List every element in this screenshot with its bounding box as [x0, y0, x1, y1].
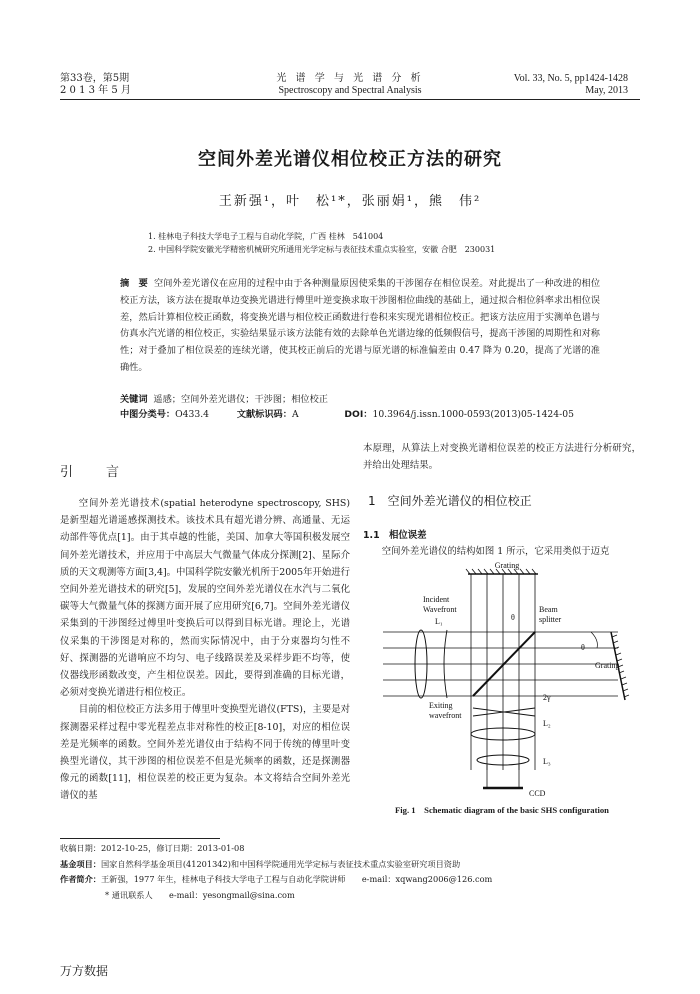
label-two-gamma: 2γ: [543, 693, 551, 702]
incident-beam: [383, 574, 618, 770]
bio-label: 作者简介：: [60, 874, 101, 885]
intro-paragraph-2: 目前的相位校正方法多用于傅里叶变换型光谱仪(FTS)，主要是对探测器采样过程中零光程差点非对称性的校正[8-10]，对应的相位误差是光频率的函数。空间外差光谱仪由于结构不同于传统的傅里叶变换型光谱仪，其干涉图的相位误差不但是光频率的函数，还是探测器像元的函数[11]，相位误差的校正更为复杂。本文将结合空间外差光谱仪的基: [60, 704, 350, 802]
abstract: [120, 276, 600, 377]
issue-line: 第33卷，第5期: [60, 73, 130, 84]
doi-label: DOI：: [344, 409, 373, 420]
abstract-text: 空间外差光谱仪在应用的过程中由于各种测量原因使采集的干涉图存在相位误差。对此提出了一种改进的相位校正方法，该方法在提取单边变换光谱进行傅里叶逆变换求取干涉图相位曲线的基础上，通过拟合相位斜率求出相位误差，然后计算相位校正函数，将变换光谱与相位校正函数进行卷积来实现光谱相位校正。把该方法应用于实测单色谱与仿真水汽光谱的相位校正，实验结果显示该方法能有效的去除单色光谱边缘的低频假信号，提高干涉图的周期性和对称性；对于叠加了相位误差的连续光谱，使其校正前后的光谱与原光谱的标准偏差由 0.47 降为 0.20，提高了光谱的准确性。: [120, 278, 601, 373]
figure-caption: Fig. 1 Schematic diagram of the basic SHS configuration: [395, 805, 609, 815]
intro-continuation: 本原理，从算法上对变换光谱相位误差的校正方法进行分析研究，并给出处理结果。: [363, 443, 641, 472]
keywords-text: 遥感；空间外差光谱仪；干涉图；相位校正: [153, 394, 328, 405]
bio-text: 王新强，1977 年生，桂林电子科技大学电子工程与自动化学院讲师 e-mail：xqwang2006@126.com: [100, 874, 493, 885]
label-exiting-wavefront: wavefront: [429, 711, 462, 720]
label-theta-small: θ: [511, 613, 515, 622]
footnotes: [60, 841, 640, 903]
fund-text: 国家自然科学基金项目(41201342)和中国科学院通用光学定标与表征技术重点实验室研究项目资助: [100, 858, 461, 869]
label-splitter: splitter: [539, 615, 562, 624]
section-1-heading: 1 空间外差光谱仪的相位校正: [368, 494, 532, 508]
label-wavefront: Wavefront: [423, 605, 457, 614]
label-grating-top: Grating: [494, 561, 520, 570]
label-grating-right: Grating: [595, 661, 620, 670]
shs-schematic-figure: [363, 560, 641, 800]
volume-info: [514, 73, 628, 97]
clc-value: O433.4: [175, 409, 209, 420]
abstract-label: 摘 要: [120, 278, 148, 289]
journal-name-cn: 光 谱 学 与 光 谱 分 析: [276, 73, 424, 84]
footnote-rule: [60, 838, 220, 839]
author-list: 王新强¹，叶 松¹*，张丽娟¹，熊 伟²: [218, 194, 482, 209]
subsection-1-1-heading: 1.1 相位误差: [363, 530, 427, 541]
keywords: [120, 393, 600, 407]
label-l3: L₃: [543, 757, 551, 766]
corresponding-author: * 通讯联系人 e-mail：yesongmail@sina.com: [105, 889, 295, 900]
label-beam: Beam: [539, 605, 558, 614]
affiliation-2: 2. 中国科学院安徽光学精密机械研究所通用光学定标与表征技术重点实验室，安徽 合肥 230031: [148, 245, 496, 254]
theta-arc: [591, 632, 597, 648]
paper-title: 空间外差光谱仪相位校正方法的研究: [198, 149, 502, 170]
label-l1: L₁: [435, 617, 443, 626]
section-1-paragraph: 空间外差光谱仪的结构如图 1 所示，它采用类似于迈克: [381, 546, 610, 557]
doc-code-value: A: [291, 409, 299, 420]
label-exiting: Exiting: [429, 701, 453, 710]
volume-line: Vol. 33, No. 5, pp1424-1428: [513, 73, 628, 84]
keywords-label: 关键词: [120, 394, 148, 405]
label-l2: L₂: [543, 719, 551, 728]
intro-paragraph-1: 空间外差光谱技术(spatial heterodyne spectroscopy, SHS)是新型超光谱遥感探测技术。该技术具有超光谱分辨、高通量、无运动部件等优点[1]。由于其卓越的性能，美国、加拿大等国积极发展空间外差光谱技术，并应用于中高层大气微量气体成分探测[2]、星际介质的天文观测等方面[3,4]。中国科学院安徽光机所于2005年开始进行空间外差光谱技术的研究[5]，发展的空间外差光谱仪在水汽与二氧化碳等大气微量气体的探测方面开展了应用研究[6,7]。空间外差光谱仪采集到的干涉图经过傅里叶变换后可以得到目标光谱。理论上，光谱仪采集的干涉图是对称的，然而实际情况中，由于分束器均匀性不好、探测器的光谱响应不均匀、电子线路误差及采样步距不均等，使仪器线形函数改变，产生相位误差。因此，要得到准确的目标光谱，必须对变换光谱进行相位校正。: [60, 498, 350, 699]
journal-name-en: Spectroscopy and Spectral Analysis: [278, 85, 422, 96]
label-ccd: CCD: [529, 789, 546, 798]
header-rule: [60, 99, 640, 100]
affiliation-1: 1. 桂林电子科技大学电子工程与自动化学院，广西 桂林 541004: [148, 232, 384, 241]
fund-label: 基金项目：: [60, 858, 101, 869]
label-theta: θ: [581, 643, 585, 652]
classification: [120, 408, 600, 422]
label-incident: Incident: [423, 595, 450, 604]
intro-heading: 引 言: [60, 465, 130, 480]
intro-body: [60, 495, 350, 805]
doi-value: 10.3964/j.issn.1000-0593(2013)05-1424-05: [372, 409, 574, 420]
month-line: May, 2013: [585, 85, 628, 96]
footer-brand: 万方数据: [60, 964, 109, 978]
received-dates: 收稿日期：2012-10-25，修订日期：2013-01-08: [60, 843, 245, 853]
date-line: 2 0 1 3 年 5 月: [60, 85, 131, 96]
fund-line: [60, 857, 640, 873]
doc-code-label: 文献标识码：: [236, 409, 292, 420]
bio-line: [60, 872, 640, 888]
clc-label: 中图分类号：: [120, 409, 176, 420]
